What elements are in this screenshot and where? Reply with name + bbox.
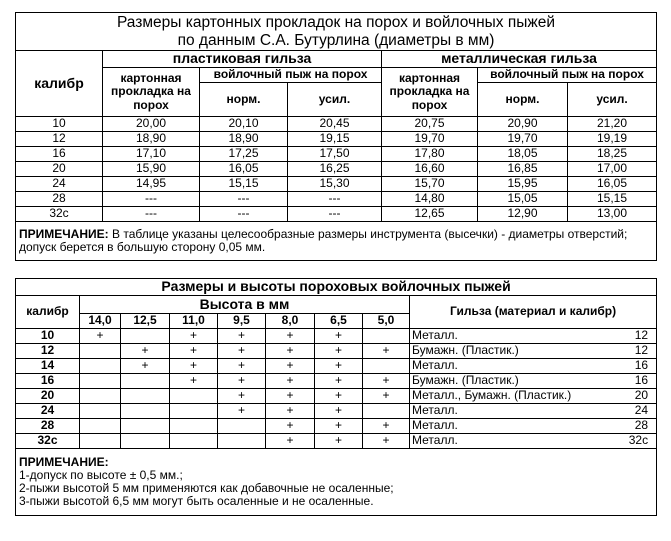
table1-note-text: В таблице указаны целесообразные размеры инструмента (высечки) - диаметры отверстий; допуск берется в большую сторону 0,05 мм. [19,226,628,254]
metal-cardboard-cell: 20,75 [382,117,478,132]
height-mark-cell [218,434,266,449]
shell-caliber: 20 [634,388,649,403]
table1-row [16,162,657,177]
height-mark-cell: + [363,434,410,449]
metal-norm-header: норм. [478,83,568,117]
height-column-header: 9,5 [218,314,266,329]
shell-cell [410,389,657,404]
plastic-norm-cell: --- [200,192,288,207]
plastic-norm-header: норм. [200,83,288,117]
height-mark-cell: + [363,374,410,389]
height-mark-cell [121,404,170,419]
shell-cell [410,419,657,434]
shell-caliber: 32c [628,433,649,448]
caliber-cell: 12 [16,132,103,147]
height-mark-cell [80,404,121,419]
shell-cell [410,404,657,419]
table1-row [16,117,657,132]
height-mark-cell: + [218,344,266,359]
plastic-cardboard-cell: 18,90 [103,132,200,147]
table2-caliber-header: калибр [16,296,80,329]
plastic-norm-cell: 16,05 [200,162,288,177]
height-header: Высота в мм [80,296,410,314]
plastic-norm-cell: 20,10 [200,117,288,132]
height-mark-cell: + [218,359,266,374]
height-mark-cell: + [121,344,170,359]
height-column-header: 11,0 [170,314,218,329]
height-mark-cell: + [266,404,315,419]
height-mark-cell [170,389,218,404]
plastic-reinf-cell: 15,30 [288,177,382,192]
metal-cardboard-cell: 12,65 [382,207,478,222]
table2-caliber-cell: 32c [16,434,80,449]
metal-reinf-cell: 17,00 [568,162,657,177]
shell-caliber: 12 [634,328,649,343]
shell-material: Бумажн. (Пластик.) [412,343,519,358]
plastic-cardboard-cell: 17,10 [103,147,200,162]
metal-reinf-cell: 21,20 [568,117,657,132]
metal-cardboard-cell: 19,70 [382,132,478,147]
plastic-cardboard-cell: 14,95 [103,177,200,192]
table2-row [16,329,657,344]
table1-title [16,13,657,51]
wad-diameter-table [15,12,657,261]
table2-caliber-cell: 28 [16,419,80,434]
shell-material: Металл. [412,328,458,343]
height-mark-cell [121,389,170,404]
caliber-cell: 20 [16,162,103,177]
height-mark-cell: + [315,419,363,434]
table2-title: Размеры и высоты пороховых войлочных пыжей [16,279,657,296]
metal-felt-header: войлочный пыж на порох [478,68,657,83]
table2-caliber-cell: 20 [16,389,80,404]
height-column-header: 8,0 [266,314,315,329]
caliber-cell: 16 [16,147,103,162]
wad-height-table [15,278,657,516]
plastic-norm-cell: 18,90 [200,132,288,147]
shell-caliber: 28 [634,418,649,433]
shell-caliber: 24 [634,403,649,418]
height-mark-cell: + [170,359,218,374]
plastic-reinf-cell: 17,50 [288,147,382,162]
shell-cell [410,344,657,359]
metal-reinf-cell: 16,05 [568,177,657,192]
height-mark-cell [363,359,410,374]
shell-caliber: 16 [634,373,649,388]
shell-header: Гильза (материал и калибр) [410,296,657,329]
height-mark-cell: + [266,419,315,434]
table1-title-line2: по данным С.А. Бутурлина (диаметры в мм) [177,31,495,49]
table2-row [16,359,657,374]
shell-material: Металл. [412,418,458,433]
height-mark-cell: + [170,344,218,359]
height-mark-cell [80,344,121,359]
table2-caliber-cell: 16 [16,374,80,389]
height-mark-cell: + [218,389,266,404]
metal-cardboard-cell: 14,80 [382,192,478,207]
plastic-reinf-cell: 20,45 [288,117,382,132]
metal-reinf-cell: 18,25 [568,147,657,162]
height-mark-cell: + [170,329,218,344]
plastic-reinf-header: усил. [288,83,382,117]
plastic-reinf-cell: 16,25 [288,162,382,177]
height-mark-cell [170,434,218,449]
table2-note [16,449,657,516]
metal-reinf-cell: 15,15 [568,192,657,207]
metal-norm-cell: 20,90 [478,117,568,132]
shell-cell [410,329,657,344]
shell-material: Бумажн. (Пластик.) [412,373,519,388]
plastic-shell-header: пластиковая гильза [103,51,382,68]
height-mark-cell: + [266,344,315,359]
shell-material: Металл. [412,433,458,448]
height-mark-cell [363,329,410,344]
height-mark-cell [80,359,121,374]
metal-norm-cell: 15,05 [478,192,568,207]
shell-material: Металл. [412,403,458,418]
table2-row [16,344,657,359]
shell-cell [410,434,657,449]
table2-row [16,404,657,419]
height-mark-cell [80,419,121,434]
height-column-header: 6,5 [315,314,363,329]
table2-row [16,419,657,434]
height-mark-cell: + [218,374,266,389]
table2-row [16,374,657,389]
table1-row [16,147,657,162]
metal-reinf-cell: 19,19 [568,132,657,147]
metal-cardboard-cell: 17,80 [382,147,478,162]
height-mark-cell [121,374,170,389]
metal-reinf-header: усил. [568,83,657,117]
table2-note-label: ПРИМЕЧАНИЕ: [19,454,109,469]
metal-norm-cell: 16,85 [478,162,568,177]
plastic-felt-header: войлочный пыж на порох [200,68,382,83]
height-mark-cell: + [363,419,410,434]
height-mark-cell [218,419,266,434]
table1-note [16,222,657,261]
height-mark-cell: + [315,404,363,419]
shell-cell [410,359,657,374]
shell-caliber: 12 [634,343,649,358]
height-mark-cell: + [218,329,266,344]
metal-norm-cell: 18,05 [478,147,568,162]
caliber-cell: 10 [16,117,103,132]
table2-caliber-cell: 10 [16,329,80,344]
height-mark-cell: + [80,329,121,344]
table2-caliber-cell: 14 [16,359,80,374]
metal-norm-cell: 15,95 [478,177,568,192]
height-mark-cell: + [266,389,315,404]
table1-row [16,132,657,147]
height-mark-cell [121,434,170,449]
height-mark-cell [80,374,121,389]
metal-norm-cell: 12,90 [478,207,568,222]
table1-title-line1: Размеры картонных прокладок на порох и войлочных пыжей [116,14,556,32]
plastic-norm-cell: 15,15 [200,177,288,192]
height-column-header: 12,5 [121,314,170,329]
height-mark-cell: + [315,329,363,344]
height-mark-cell [121,329,170,344]
height-mark-cell [363,404,410,419]
metal-reinf-cell: 13,00 [568,207,657,222]
table2-caliber-cell: 24 [16,404,80,419]
height-mark-cell: + [266,374,315,389]
plastic-norm-cell: 17,25 [200,147,288,162]
metal-shell-header: металлическая гильза [382,51,657,68]
height-mark-cell: + [266,434,315,449]
caliber-cell: 24 [16,177,103,192]
height-mark-cell: + [218,404,266,419]
caliber-cell: 32c [16,207,103,222]
table1-row [16,207,657,222]
height-mark-cell [170,404,218,419]
table1-row [16,177,657,192]
height-mark-cell: + [315,434,363,449]
height-mark-cell: + [363,344,410,359]
plastic-cardboard-cell: --- [103,192,200,207]
shell-cell [410,374,657,389]
height-mark-cell [80,389,121,404]
height-mark-cell: + [266,359,315,374]
table1-note-label: ПРИМЕЧАНИЕ: [19,226,109,241]
height-mark-cell: + [315,344,363,359]
table2-row [16,434,657,449]
table2-note-line-1: 1-допуск по высоте ± 0,5 мм.; [19,467,183,482]
height-mark-cell: + [315,359,363,374]
table1-row [16,192,657,207]
table2-row [16,389,657,404]
height-mark-cell: + [315,389,363,404]
plastic-cardboard-cell: --- [103,207,200,222]
height-mark-cell: + [266,329,315,344]
shell-material: Металл. [412,358,458,373]
caliber-header: калибр [16,51,103,117]
height-mark-cell [121,419,170,434]
plastic-reinf-cell: --- [288,192,382,207]
plastic-reinf-cell: 19,15 [288,132,382,147]
metal-cardboard-cell: 15,70 [382,177,478,192]
shell-material: Металл., Бумажн. (Пластик.) [412,388,572,403]
plastic-reinf-cell: --- [288,207,382,222]
shell-caliber: 16 [634,358,649,373]
height-column-header: 14,0 [80,314,121,329]
plastic-cardboard-cell: 15,90 [103,162,200,177]
plastic-norm-cell: --- [200,207,288,222]
height-mark-cell [170,419,218,434]
height-mark-cell: + [121,359,170,374]
plastic-cardboard-header: картонная прокладка на порох [103,68,200,117]
plastic-cardboard-cell: 20,00 [103,117,200,132]
height-column-header: 5,0 [363,314,410,329]
metal-cardboard-header: картонная прокладка на порох [382,68,478,117]
height-mark-cell: + [363,389,410,404]
caliber-cell: 28 [16,192,103,207]
height-mark-cell: + [315,374,363,389]
height-mark-cell [80,434,121,449]
table2-caliber-cell: 12 [16,344,80,359]
table2-note-line-3: 3-пыжи высотой 6,5 мм могут быть осаленные и не осаленные. [19,494,374,509]
height-mark-cell: + [170,374,218,389]
metal-norm-cell: 19,70 [478,132,568,147]
metal-cardboard-cell: 16,60 [382,162,478,177]
table2-note-line-2: 2-пыжи высотой 5 мм применяются как добавочные не осаленные; [19,481,394,495]
